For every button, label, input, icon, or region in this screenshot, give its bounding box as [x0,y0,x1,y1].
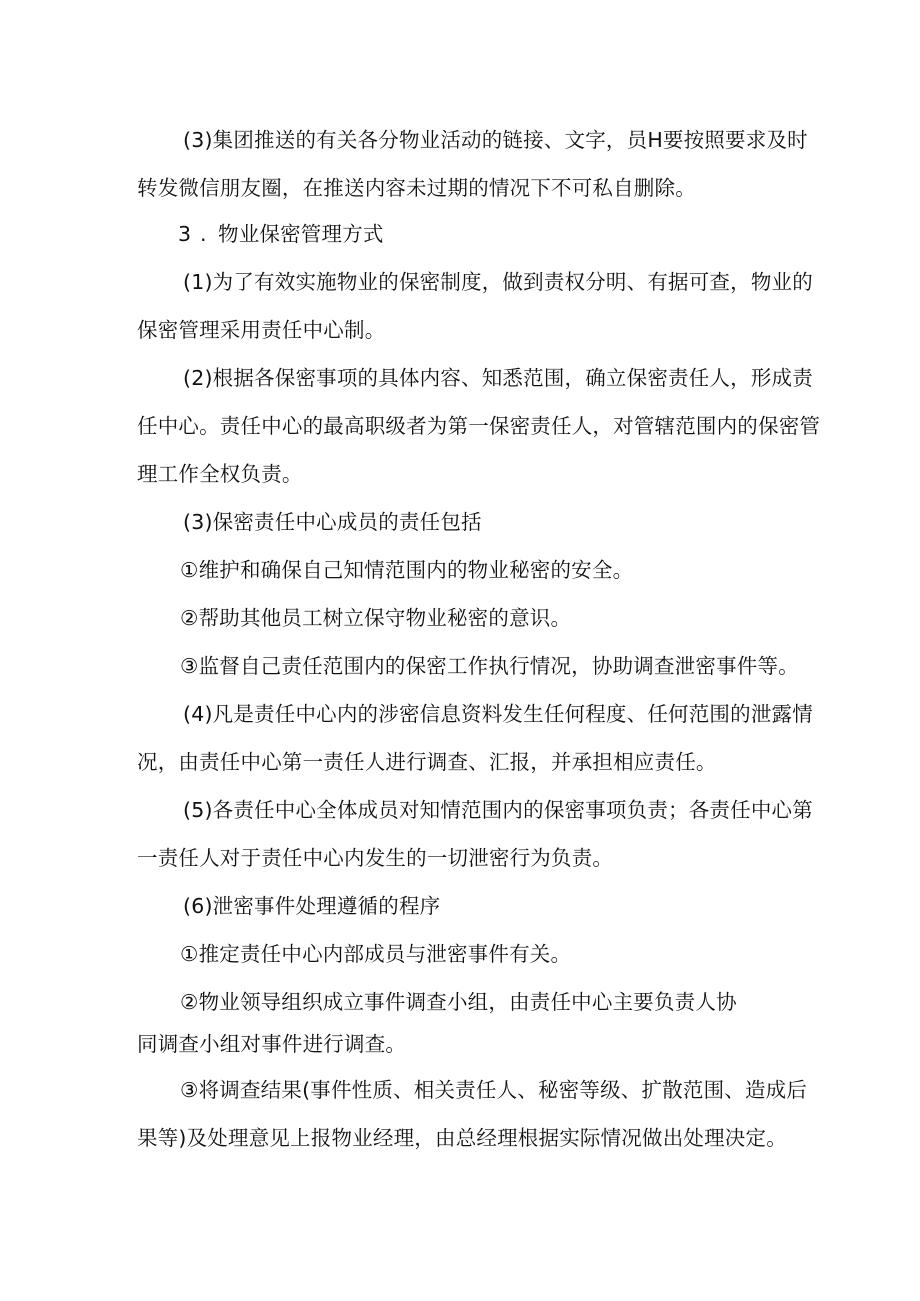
paragraph-responsibility-center [0,258,920,354]
text-line: 保密管理采用责任中心制。 [137,318,386,342]
paragraph-establish-responsible-person [0,354,920,498]
text-line: ③将调查结果(事件性质、相关责任人、秘密等级、扩散范围、造成后 [180,1078,808,1102]
list-item-procedure-3 [0,1066,920,1162]
text-line: (4)凡是责任中心内的涉密信息资料发生任何程度、任何范围的泄露情 [183,702,813,726]
list-item-duty-1 [0,546,920,594]
text-line: ③监督自己责任范围内的保密工作执行情况，协助调查泄密事件等。 [180,654,799,678]
paragraph-leak-procedure [0,882,920,930]
list-item-duty-2 [0,594,920,642]
paragraph-member-duties [0,498,920,546]
paragraph-members-responsibility [0,786,920,882]
text-line: (2)根据各保密事项的具体内容、知悉范围，确立保密责任人，形成责 [183,366,813,390]
paragraph-leak-investigation [0,690,920,786]
section-title: 物业保密管理方式 [218,222,384,246]
text-line: ①维护和确保自己知情范围内的物业秘密的安全。 [180,558,634,582]
text-line: (1)为了有效实施物业的保密制度，做到责权分明、有据可查，物业的 [183,270,813,294]
text-line: ②帮助其他员工树立保守物业秘密的意识。 [180,606,572,630]
text-line: (3)保密责任中心成员的责任包括 [183,510,482,534]
section-number: 3 [178,222,192,246]
text-line: 果等)及处理意见上报物业经理，由总经理根据实际情况做出处理决定。 [137,1126,787,1150]
text-line: 转发微信朋友圈，在推送内容未过期的情况下不可私自删除。 [137,176,696,200]
text-line: 同调查小组对事件进行调查。 [137,1032,407,1056]
list-item-procedure-1 [0,930,920,978]
paragraph-push-content [0,116,920,212]
text-line: 理工作全权负责。 [137,462,303,486]
section-heading [0,210,920,258]
text-line: (3)集团推送的有关各分物业活动的链接、文字，员H要按照要求及时 [183,128,808,152]
text-line: 任中心。责任中心的最高职级者为第一保密责任人，对管辖范围内的保密管 [137,414,821,438]
text-line: 况，由责任中心第一责任人进行调查、汇报，并承担相应责任。 [137,750,717,774]
list-item-duty-3 [0,642,920,690]
text-line: ①推定责任中心内部成员与泄密事件有关。 [180,942,572,966]
list-item-procedure-2 [0,978,920,1066]
text-line: (6)泄密事件处理遵循的程序 [183,894,441,918]
text-line: 一责任人对于责任中心内发生的一切泄密行为负责。 [137,846,614,870]
text-line: (5)各责任中心全体成员对知情范围内的保密事项负责；各责任中心第 [183,798,813,822]
text-line: ②物业领导组织成立事件调查小组，由责任中心主要负责人协 [180,990,737,1014]
section-separator: . [200,222,207,246]
